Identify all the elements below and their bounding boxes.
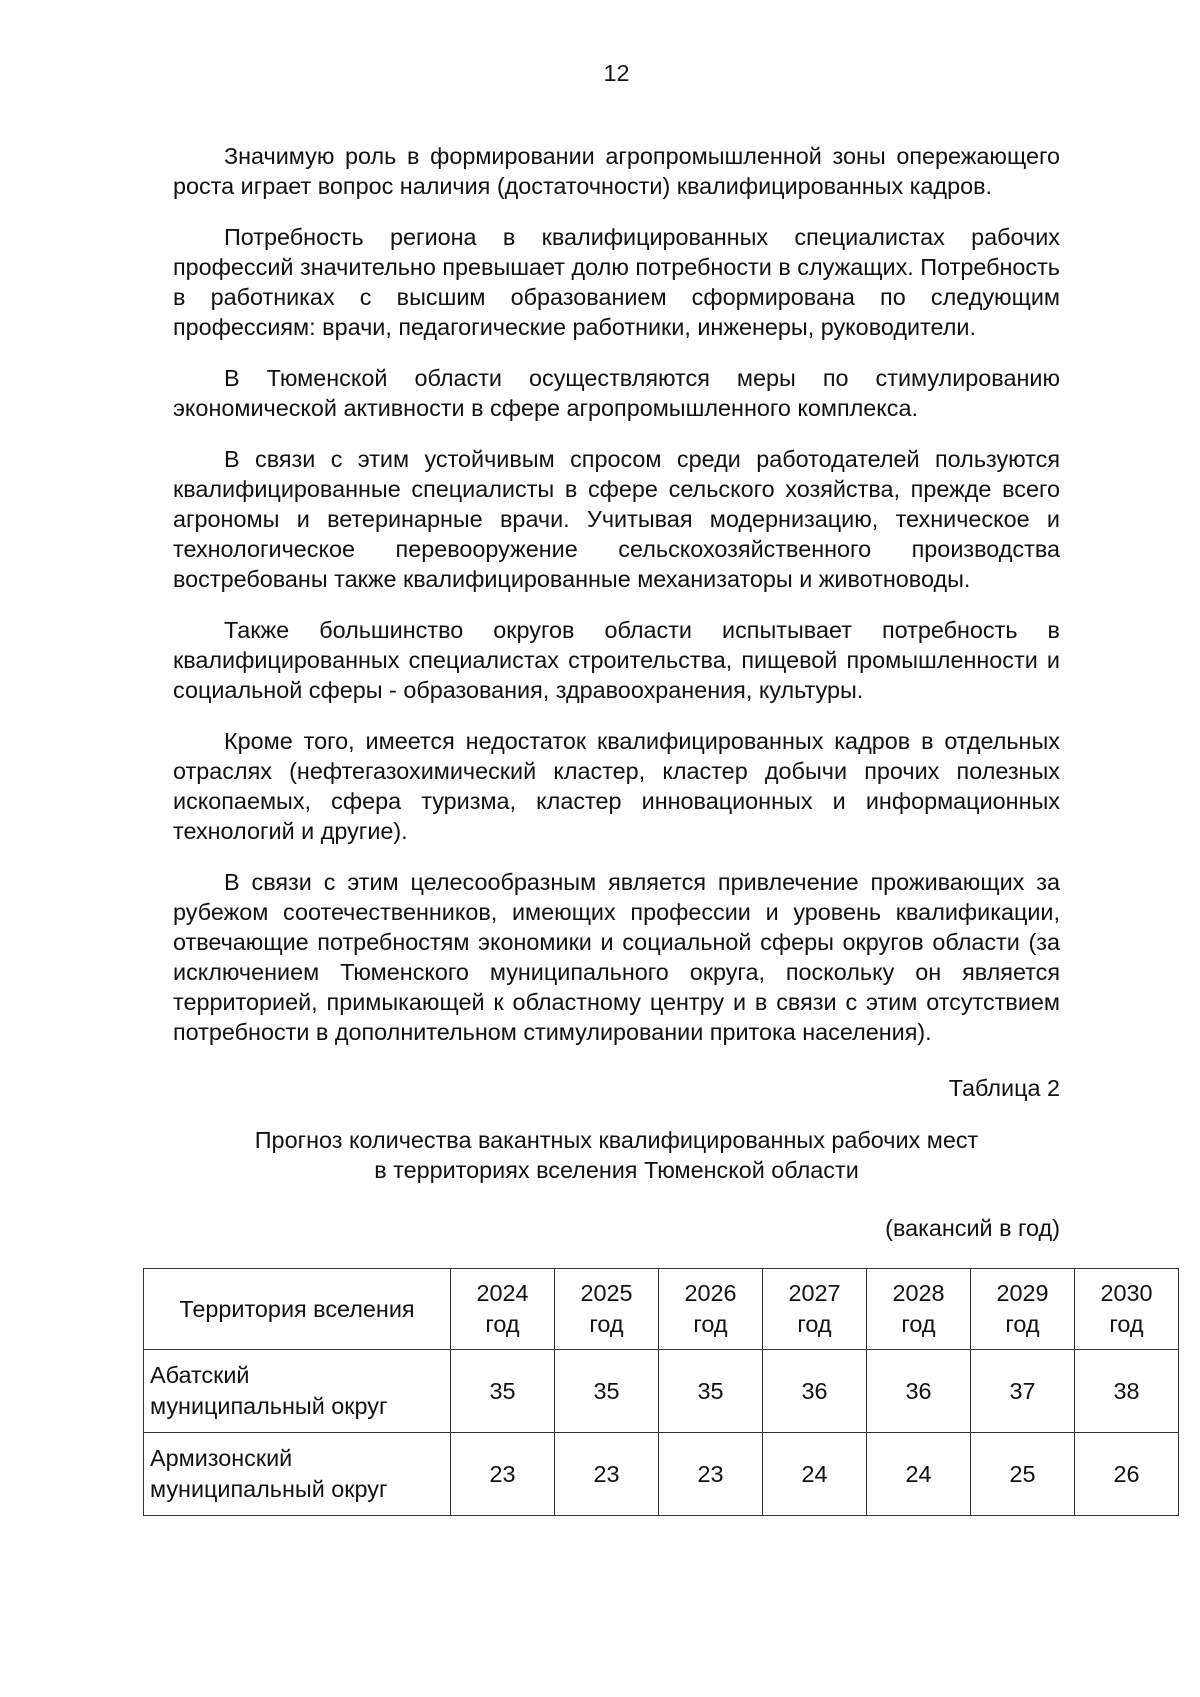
header-year	[763, 1269, 867, 1350]
value-cell: 38	[1075, 1350, 1179, 1433]
header-year	[1075, 1269, 1179, 1350]
paragraph: В связи с этим целесообразным является привлечение проживающих за рубежом соотечественников, имеющих профессии и уровень квалификации, отвечающие потребностям экономики и социальной сферы округов области (за исключением Тюменского муниципального округа, поскольку он является территорией, примыкающей к областному центру и в связи с этим отсутствием потребности в дополнительном стимулировании притока населения).	[173, 869, 1060, 1045]
page-number: 12	[603, 60, 630, 86]
year-suffix: год	[901, 1311, 936, 1337]
territory-cell	[144, 1433, 451, 1516]
territory-cell	[144, 1350, 451, 1433]
table-title-line: в территориях вселения Тюменской области	[374, 1157, 859, 1183]
header-year	[867, 1269, 971, 1350]
paragraph: В Тюменской области осуществляются меры по стимулированию экономической активности в сфере агропромышленного комплекса.	[173, 365, 1060, 421]
value-cell: 23	[659, 1433, 763, 1516]
header-year	[555, 1269, 659, 1350]
value-cell: 26	[1075, 1433, 1179, 1516]
territory-name: Абатский	[150, 1362, 250, 1388]
vacancy-forecast-table	[143, 1268, 1179, 1516]
paragraph: В связи с этим устойчивым спросом среди работодателей пользуются квалифицированные специалисты в сфере сельского хозяйства, прежде всего агрономы и ветеринарные врачи. Учитывая модернизацию, техническое и технологическое перевооружение сельскохозяйственного производства востребованы также квалифицированные механизаторы и животноводы.	[173, 446, 1060, 592]
table-title-line: Прогноз количества вакантных квалифицированных рабочих мест	[254, 1127, 979, 1153]
value-cell: 35	[555, 1350, 659, 1433]
table-row	[144, 1350, 1179, 1433]
year-label: 2025	[580, 1280, 633, 1306]
year-suffix: год	[485, 1311, 520, 1337]
paragraph: Потребность региона в квалифицированных специалистах рабочих профессий значительно превышает долю потребности в служащих. Потребность в работниках с высшим образованием сформирована по следующим профессиям: врачи, педагогические работники, инженеры, руководители.	[173, 224, 1060, 340]
table-header-row	[144, 1269, 1179, 1350]
header-year	[971, 1269, 1075, 1350]
table-title	[173, 1125, 1060, 1185]
header-year	[659, 1269, 763, 1350]
year-label: 2029	[996, 1280, 1049, 1306]
paragraph: Значимую роль в формировании агропромышленной зоны опережающего роста играет вопрос наличия (достаточности) квалифицированных кадров.	[173, 143, 1060, 199]
year-suffix: год	[1109, 1311, 1144, 1337]
table-label: Таблица 2	[948, 1075, 1060, 1101]
value-cell: 37	[971, 1350, 1075, 1433]
value-cell: 36	[763, 1350, 867, 1433]
value-cell: 36	[867, 1350, 971, 1433]
year-suffix: год	[589, 1311, 624, 1337]
value-cell: 23	[555, 1433, 659, 1516]
value-cell: 24	[867, 1433, 971, 1516]
year-label: 2026	[684, 1280, 737, 1306]
year-label: 2030	[1100, 1280, 1153, 1306]
value-cell: 25	[971, 1433, 1075, 1516]
year-suffix: год	[1005, 1311, 1040, 1337]
value-cell: 23	[451, 1433, 555, 1516]
paragraph: Кроме того, имеется недостаток квалифицированных кадров в отдельных отраслях (нефтегазохимический кластер, кластер добычи прочих полезных ископаемых, сфера туризма, кластер инновационных и информационных технологий и другие).	[173, 728, 1060, 844]
paragraph: Также большинство округов области испытывает потребность в квалифицированных специалистах строительства, пищевой промышленности и социальной сферы - образования, здравоохранения, культуры.	[173, 617, 1060, 703]
value-cell: 35	[659, 1350, 763, 1433]
year-label: 2028	[892, 1280, 945, 1306]
value-cell: 35	[451, 1350, 555, 1433]
table-row	[144, 1433, 1179, 1516]
header-year	[451, 1269, 555, 1350]
year-label: 2027	[788, 1280, 841, 1306]
year-suffix: год	[797, 1311, 832, 1337]
territory-type: муниципальный округ	[150, 1393, 388, 1419]
table-units: (вакансий в год)	[885, 1215, 1060, 1241]
territory-type: муниципальный округ	[150, 1476, 388, 1502]
header-territory: Территория вселения	[144, 1269, 451, 1350]
value-cell: 24	[763, 1433, 867, 1516]
territory-name: Армизонский	[150, 1445, 293, 1471]
year-suffix: год	[693, 1311, 728, 1337]
year-label: 2024	[476, 1280, 529, 1306]
